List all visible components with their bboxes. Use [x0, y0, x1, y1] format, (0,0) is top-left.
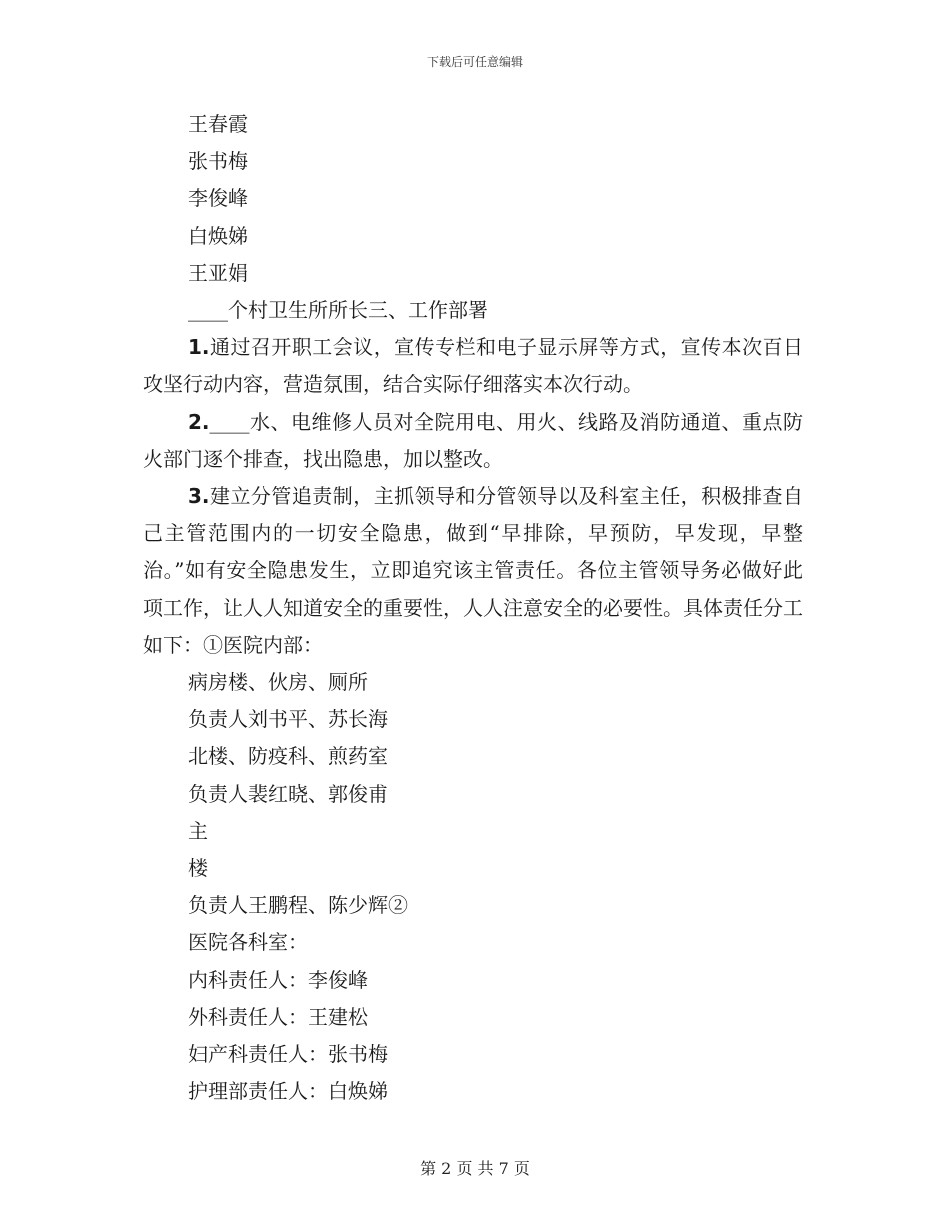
responsibility-line: 负责人裴红晓、郭俊甫	[188, 781, 388, 806]
paragraph-3	[143, 478, 803, 664]
responsibility-line: 楼	[188, 856, 208, 881]
responsibility-line: 妇产科责任人：张书梅	[188, 1042, 388, 1067]
name-line: 张书梅	[188, 149, 248, 174]
paragraph-text: 建立分管追责制，主抓领导和分管领导以及科室主任，积极排查自己主管范围内的一切安全隐患，做到“早排除，早预防，早发现，早整治。”如有安全隐患发生，立即追究该主管责任。各位主管领导务必做好此项工作，让人人知道安全的重要性，人人注意安全的必要性。具体责任分工如下：①医院内部：	[143, 484, 803, 657]
paragraph-2	[143, 404, 803, 478]
name-line: 白焕娣	[188, 223, 248, 248]
name-line: 王春霞	[188, 112, 248, 136]
responsibility-line: 医院各科室：	[188, 930, 308, 955]
responsibility-line: 主	[188, 818, 208, 843]
document-body	[143, 106, 803, 1110]
responsibility-line: 北楼、防疫科、煎药室	[188, 744, 388, 769]
paragraph-text: 通过召开职工会议，宣传专栏和电子显示屏等方式，宣传本次百日攻坚行动内容，营造氛围，结合实际仔细落实本次行动。	[143, 335, 803, 397]
responsibility-line: 负责人王鹏程、陈少辉②	[188, 893, 408, 918]
paragraph-text: ____水、电维修人员对全院用电、用火、线路及消防通道、重点防火部门逐个排查，找出隐患，加以整改。	[143, 409, 803, 471]
work-deployment-heading: ____个村卫生所所长三、工作部署	[188, 298, 488, 323]
paragraph-number: 2.	[188, 409, 210, 434]
responsibility-line: 负责人刘书平、苏长海	[188, 707, 388, 732]
responsibility-line: 病房楼、伙房、厕所	[188, 670, 368, 695]
page-header-note: 下载后可任意编辑	[426, 55, 523, 69]
paragraph-1	[143, 329, 803, 403]
responsibility-line: 内科责任人：李俊峰	[188, 967, 368, 992]
page-number-footer: 第 2 页 共 7 页	[420, 1159, 530, 1178]
paragraph-number: 3.	[188, 484, 210, 509]
responsibility-line: 护理部责任人：白焕娣	[188, 1079, 388, 1104]
name-line: 王亚娟	[188, 260, 248, 285]
name-line: 李俊峰	[188, 186, 248, 211]
paragraph-number: 1.	[188, 335, 210, 360]
responsibility-line: 外科责任人：王建松	[188, 1004, 368, 1029]
